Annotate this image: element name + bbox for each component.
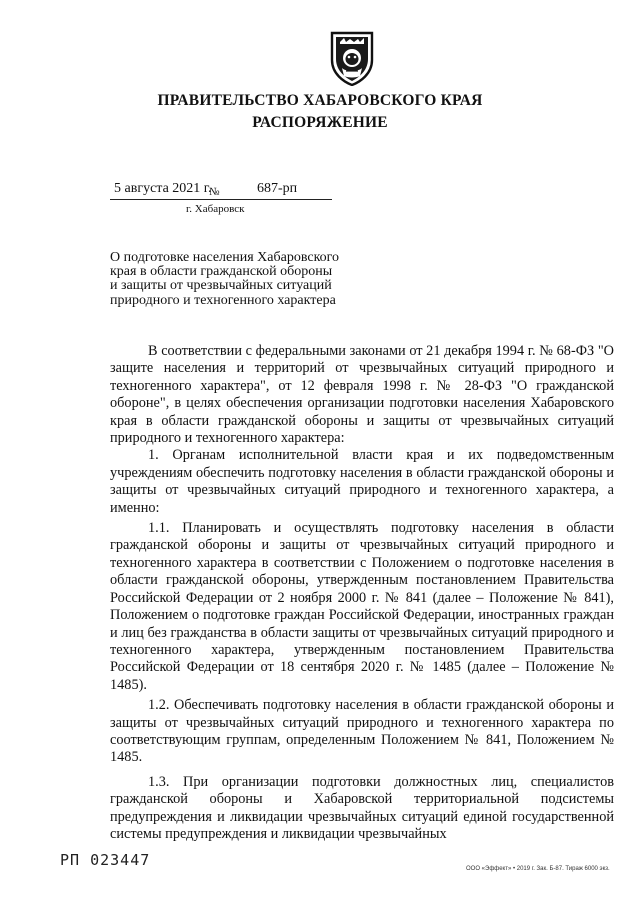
paragraph-1: 1. Органам исполнительной власти края и их подведомственным учреждениям обеспечить подготовку населения в области гражданской обороны и защиты от чрезвычайных ситуаций природного и техногенного характера, а именно:	[110, 447, 614, 516]
paragraph-1-1: 1.1. Планировать и осуществлять подготовку населения в области гражданской обороны и защиты от чрезвычайных ситуаций природного и техногенного характера в соответствии с Положением о подготовке населения в области гражданской обороны, утвержденным постановлением Правительства Российской Федерации от 2 ноября 2000 г. № 841 (далее – Положение № 841), Положением о подготовке граждан Российской Федерации, иностранных граждан и лиц без гражданства в области защиты от чрезвычайных ситуаций природного и техногенного характера, утвержденным постановлением Правительства Российской Федерации от 18 сентября 2020 г. № 1485 (далее – Положение № 1485).	[110, 520, 614, 693]
print-footer: ООО «Эффект» • 2019 г. Зак. Б-87. Тираж 6000 экз.	[466, 866, 610, 872]
paragraph-1-2: 1.2. Обеспечивать подготовку населения в области гражданской обороны и защиты от чрезвычайных ситуаций природного и техногенного характера по соответствующим группам, определенным Положением № 841, Положением № 1485.	[110, 697, 614, 766]
document-type: РАСПОРЯЖЕНИЕ	[252, 114, 388, 131]
subject-line: и защиты от чрезвычайных ситуаций	[110, 278, 332, 294]
subject-line: природного и техногенного характера	[110, 292, 336, 308]
document-body	[110, 343, 614, 843]
paragraph-1-3: 1.3. При организации подготовки должностных лиц, специалистов гражданской обороны и Хабаровской территориальной подсистемы предупреждения и ликвидации чрезвычайных ситуаций единой государственной системы предупреждения и ликвидации чрезвычайных	[110, 773, 614, 842]
subject-line: края в области гражданской обороны	[110, 264, 333, 280]
subject-line: О подготовке населения Хабаровского	[110, 250, 340, 265]
number-sign: №	[209, 186, 220, 198]
preamble-paragraph: В соответствии с федеральными законами от 21 декабря 1994 г. № 68-ФЗ "О защите населения и территорий от чрезвычайных ситуаций природного и техногенного характера", от 12 февраля 1998 г. № 28-ФЗ "О гражданской обороне", в целях обеспечения организации подготовки населения Хабаровского края в области гражданской обороны и защиты от чрезвычайных ситуаций природного и техногенного характера:	[110, 343, 614, 447]
document-date: 5 августа 2021 г.	[114, 181, 212, 196]
registration-underline	[110, 199, 332, 200]
coat-of-arms-icon	[330, 30, 374, 86]
document-subject	[110, 251, 352, 308]
government-title: ПРАВИТЕЛЬСТВО ХАБАРОВСКОГО КРАЯ	[157, 92, 483, 109]
document-city: г. Хабаровск	[186, 203, 245, 215]
serial-number: РП 023447	[60, 851, 151, 869]
document-number: 687-рп	[257, 181, 298, 196]
